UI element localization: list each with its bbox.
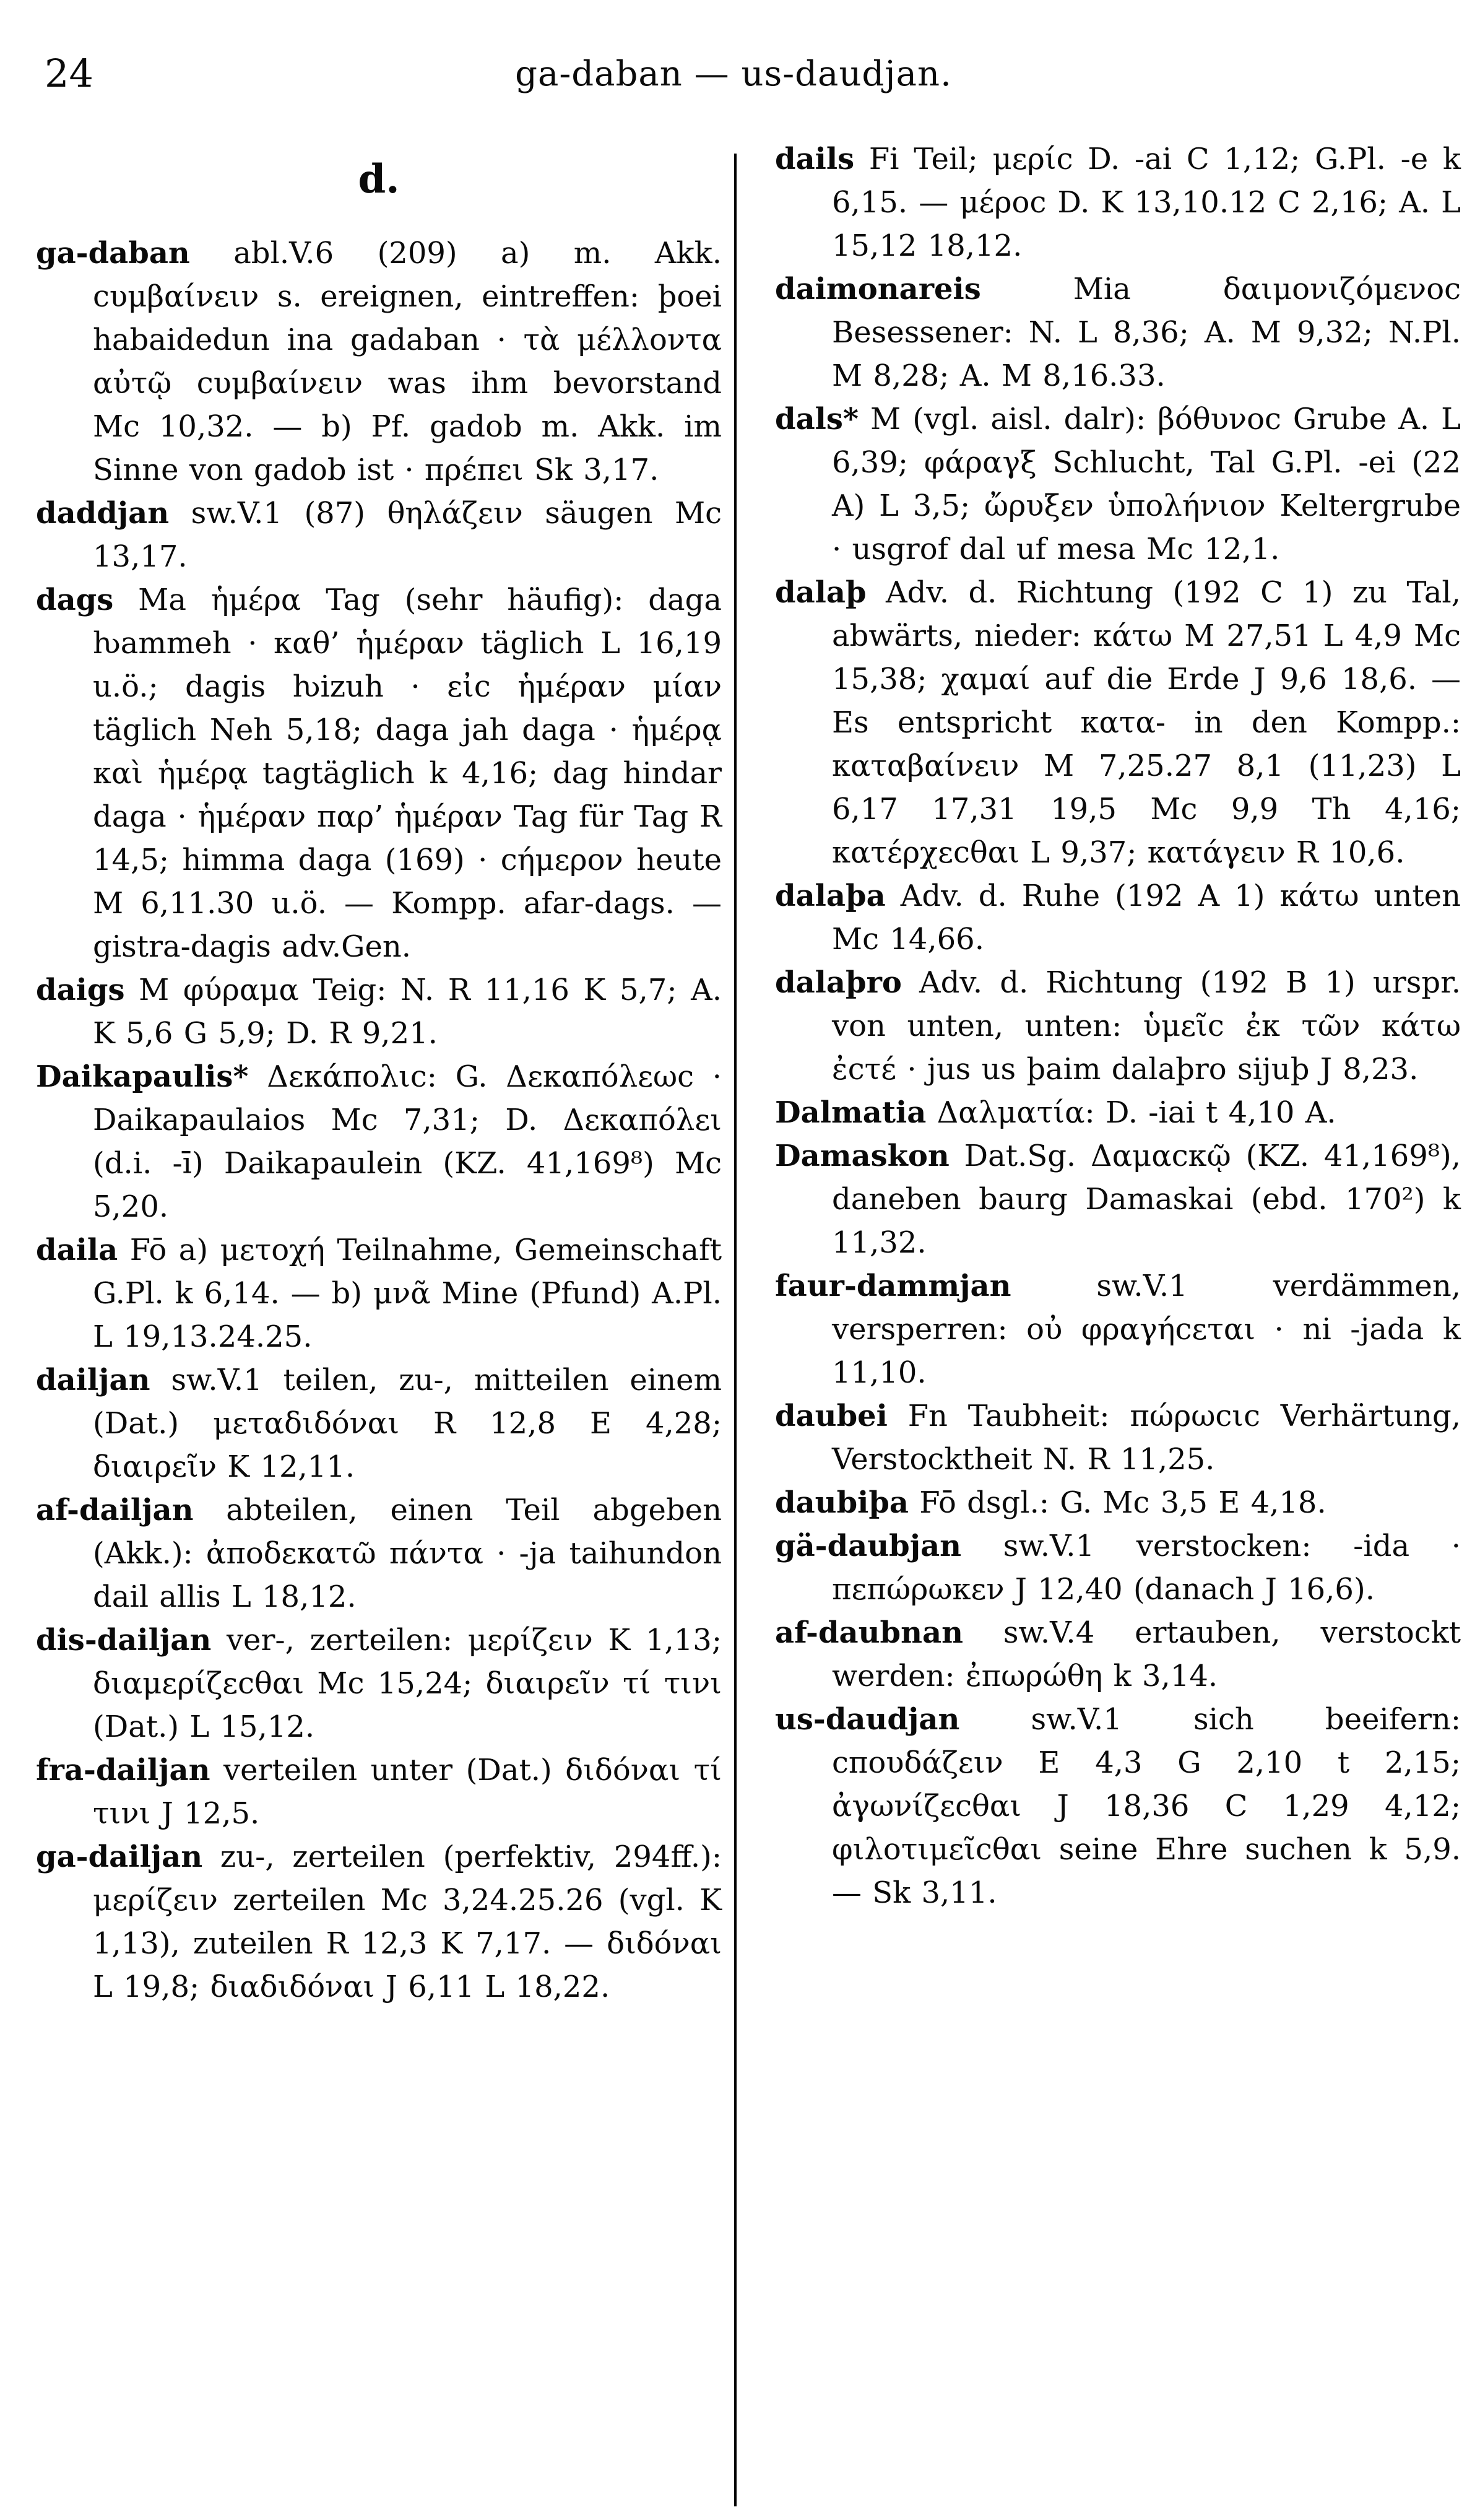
entry-daikapaulis bbox=[36, 1055, 722, 1228]
entry-dalathro bbox=[775, 961, 1461, 1091]
entry-body: sw.V.1 verstocken: -ida · πεπώρωκεν J 12,40 (danach J 16,6). bbox=[832, 1529, 1461, 1607]
entry-body: sw.V.1 sich beeifern: cπουδάζειν E 4,3 G 2,10 t 2,15; ἀγωνίζεcθαι J 18,36 C 1,29 4,12; φιλοτιμεῖcθαι seine Ehre suchen k 5,9. — Sk 3,11. bbox=[832, 1702, 1461, 1910]
headword: daubiþa bbox=[775, 1485, 909, 1520]
headword: daddjan bbox=[36, 496, 170, 531]
column-divider bbox=[734, 154, 737, 2506]
headword: Damaskon bbox=[775, 1139, 950, 1173]
headword: faur-dammjan bbox=[775, 1269, 1011, 1303]
entry-body: Adv. d. Richtung (192 C 1) zu Tal, abwärts, nieder: κάτω M 27,51 L 4,9 Mc 15,38; χαμαί auf die Erde J 9,6 18,6. — Es entspricht κατα- in den Kompp.: καταβαίνειν M 7,25.27 8,1 (11,23) L 6,17 17,31 19,5 Mc 9,9 Th 4,16; κατέρχεcθαι L 9,37; κατάγειν R 10,6. bbox=[832, 575, 1461, 870]
headword: dalaþa bbox=[775, 879, 886, 913]
headword: Daikapaulis* bbox=[36, 1059, 249, 1094]
entry-ga-dailjan bbox=[36, 1835, 722, 2009]
section-heading-d: d. bbox=[358, 156, 400, 202]
entry-daila bbox=[36, 1228, 722, 1358]
entry-body: sw.V.4 ertauben, verstockt werden: ἐπωρώθη k 3,14. bbox=[832, 1615, 1461, 1693]
headword: daila bbox=[36, 1233, 118, 1267]
entry-af-dailjan bbox=[36, 1488, 722, 1618]
headword: dags bbox=[36, 583, 114, 617]
entry-body: M (vgl. aisl. dalr): βόθυνοc Grube A. L 6,39; φάραγξ Schlucht, Tal G.Pl. -ei (22 A) L 3,5; ὤρυξεν ὑπολήνιον Keltergrube · usgrof dal uf mesa Mc 12,1. bbox=[832, 402, 1461, 567]
headword: daubei bbox=[775, 1399, 888, 1433]
entry-dalmatia bbox=[775, 1091, 1461, 1134]
entry-body: Fn Taubheit: πώρωcιc Verhärtung, Verstocktheit N. R 11,25. bbox=[832, 1399, 1461, 1477]
entry-us-daudjan bbox=[775, 1698, 1461, 1914]
entry-body: sw.V.1 teilen, zu-, mitteilen einem (Dat.) μεταδιδόναι R 12,8 E 4,28; διαιρεῖν K 12,11. bbox=[93, 1363, 722, 1484]
headword: daimonareis bbox=[775, 272, 981, 306]
headword: fra-dailjan bbox=[36, 1753, 210, 1788]
entry-body: Δεκάπολιc: G. Δεκαπόλεωc · Daikapaulaios Mc 7,31; D. Δεκαπόλει (d.i. -ī) Daikapaulein (KZ. 41,169⁸) Mc 5,20. bbox=[93, 1059, 722, 1224]
page-number: 24 bbox=[45, 51, 93, 96]
running-header: ga-daban — us-daudjan. bbox=[515, 54, 952, 94]
headword: af-daubnan bbox=[775, 1615, 963, 1650]
left-column bbox=[36, 156, 722, 2009]
headword: dails bbox=[775, 142, 855, 176]
entry-dals bbox=[775, 398, 1461, 571]
headword: us-daudjan bbox=[775, 1702, 960, 1737]
headword: Dalmatia bbox=[775, 1095, 927, 1130]
headword: dis-dailjan bbox=[36, 1623, 212, 1658]
entry-body: ver-, zerteilen: μερίζειν K 1,13; διαμερίζεcθαι Mc 15,24; διαιρεῖν τί τινι (Dat.) L 15,12. bbox=[93, 1623, 722, 1744]
headword: ga-dailjan bbox=[36, 1840, 203, 1874]
entry-daimonareis bbox=[775, 267, 1461, 398]
entry-body: sw.V.1 (87) θηλάζειν säugen Mc 13,17. bbox=[93, 496, 722, 574]
entry-body: Adv. d. Richtung (192 B 1) urspr. von unten, unten: ὑμεῖc ἐκ τῶν κάτω ἐcτέ · jus us þaim dalaþro sijuþ J 8,23. bbox=[832, 965, 1461, 1087]
entry-daigs bbox=[36, 968, 722, 1055]
entry-body: zu-, zerteilen (perfektiv, 294ff.): μερίζειν zerteilen Mc 3,24.25.26 (vgl. K 1,13), zuteilen R 12,3 K 7,17. — διδόναι L 19,8; διαδιδόναι J 6,11 L 18,22. bbox=[93, 1840, 722, 2004]
entry-body: Fō a) μετοχή Teilnahme, Gemeinschaft G.Pl. k 6,14. — b) μνᾶ Mine (Pfund) A.Pl. L 19,13.24.25. bbox=[93, 1233, 722, 1354]
entry-body: verteilen unter (Dat.) διδόναι τί τινι J 12,5. bbox=[93, 1753, 722, 1831]
entry-daubei bbox=[775, 1394, 1461, 1481]
entry-dalatha bbox=[775, 874, 1461, 961]
right-column bbox=[775, 137, 1461, 1914]
headword: daigs bbox=[36, 973, 125, 1007]
entry-dis-dailjan bbox=[36, 1618, 722, 1749]
headword: gä-daubjan bbox=[775, 1529, 962, 1563]
entry-body: sw.V.1 verdämmen, versperren: οὐ φραγήcεται · ni -jada k 11,10. bbox=[832, 1269, 1461, 1390]
entry-daddjan bbox=[36, 492, 722, 578]
entry-body: Fi Teil; μερίc D. -ai C 1,12; G.Pl. -e k 6,15. — μέροc D. K 13,10.12 C 2,16; A. L 15,12 18,12. bbox=[832, 142, 1461, 263]
headword: af-dailjan bbox=[36, 1493, 194, 1527]
entry-body: Mia δαιμονιζόμενοc Besessener: N. L 8,36; A. M 9,32; N.Pl. M 8,28; A. M 8,16.33. bbox=[832, 272, 1461, 393]
entry-dalath bbox=[775, 571, 1461, 874]
headword: dals* bbox=[775, 402, 859, 437]
entry-dails bbox=[775, 137, 1461, 267]
headword: dailjan bbox=[36, 1363, 150, 1397]
headword: dalaþ bbox=[775, 575, 867, 610]
entry-body: Adv. d. Ruhe (192 A 1) κάτω unten Mc 14,66. bbox=[832, 879, 1461, 957]
headword: dalaþro bbox=[775, 965, 902, 1000]
entry-daubitha bbox=[775, 1481, 1461, 1524]
entry-body: Fō dsgl.: G. Mc 3,5 E 4,18. bbox=[919, 1485, 1326, 1520]
entry-body: Δαλματία: D. -iai t 4,10 A. bbox=[937, 1095, 1336, 1130]
entry-dags bbox=[36, 578, 722, 968]
headword: ga-daban bbox=[36, 236, 190, 271]
entry-dailjan bbox=[36, 1358, 722, 1488]
entry-ga-daubjan bbox=[775, 1524, 1461, 1611]
entry-body: Dat.Sg. Δαμαcκῷ (KZ. 41,169⁸), daneben baurg Damaskai (ebd. 170²) k 11,32. bbox=[832, 1139, 1461, 1260]
entry-af-daubnan bbox=[775, 1611, 1461, 1698]
entry-body: abteilen, einen Teil abgeben (Akk.): ἀποδεκατῶ πάντα · -ja taihundon dail allis L 18,12. bbox=[93, 1493, 722, 1614]
entry-fra-dailjan bbox=[36, 1749, 722, 1835]
entry-body: Ma ἡμέρα Tag (sehr häufig): daga ƕammeh · καθ’ ἡμέραν täglich L 16,19 u.ö.; dagis ƕizuh · εἰc ἡμέραν μίαν täglich Neh 5,18; daga jah daga · ἡμέρᾳ καὶ ἡμέρᾳ tagtäglich k 4,16; dag hindar daga · ἡμέραν παρ’ ἡμέραν Tag für Tag R 14,5; himma daga (169) · cήμερον heute M 6,11.30 u.ö. — Kompp. afar-dags. — gistra-dagis adv.Gen. bbox=[93, 583, 722, 964]
entry-body: abl.V.6 (209) a) m. Akk. cυμβαίνειν s. ereignen, eintreffen: þoei habaidedun ina gadaban · τὰ μέλλοντα αὐτῷ cυμβαίνειν was ihm bevorstand Mc 10,32. — b) Pf. gadob m. Akk. im Sinne von gadob ist · πρέπει Sk 3,17. bbox=[93, 236, 722, 487]
entry-faur-dammjan bbox=[775, 1264, 1461, 1394]
entry-ga-daban bbox=[36, 232, 722, 492]
entry-damaskon bbox=[775, 1134, 1461, 1264]
entry-body: M φύραμα Teig: N. R 11,16 K 5,7; A. K 5,6 G 5,9; D. R 9,21. bbox=[93, 973, 722, 1051]
